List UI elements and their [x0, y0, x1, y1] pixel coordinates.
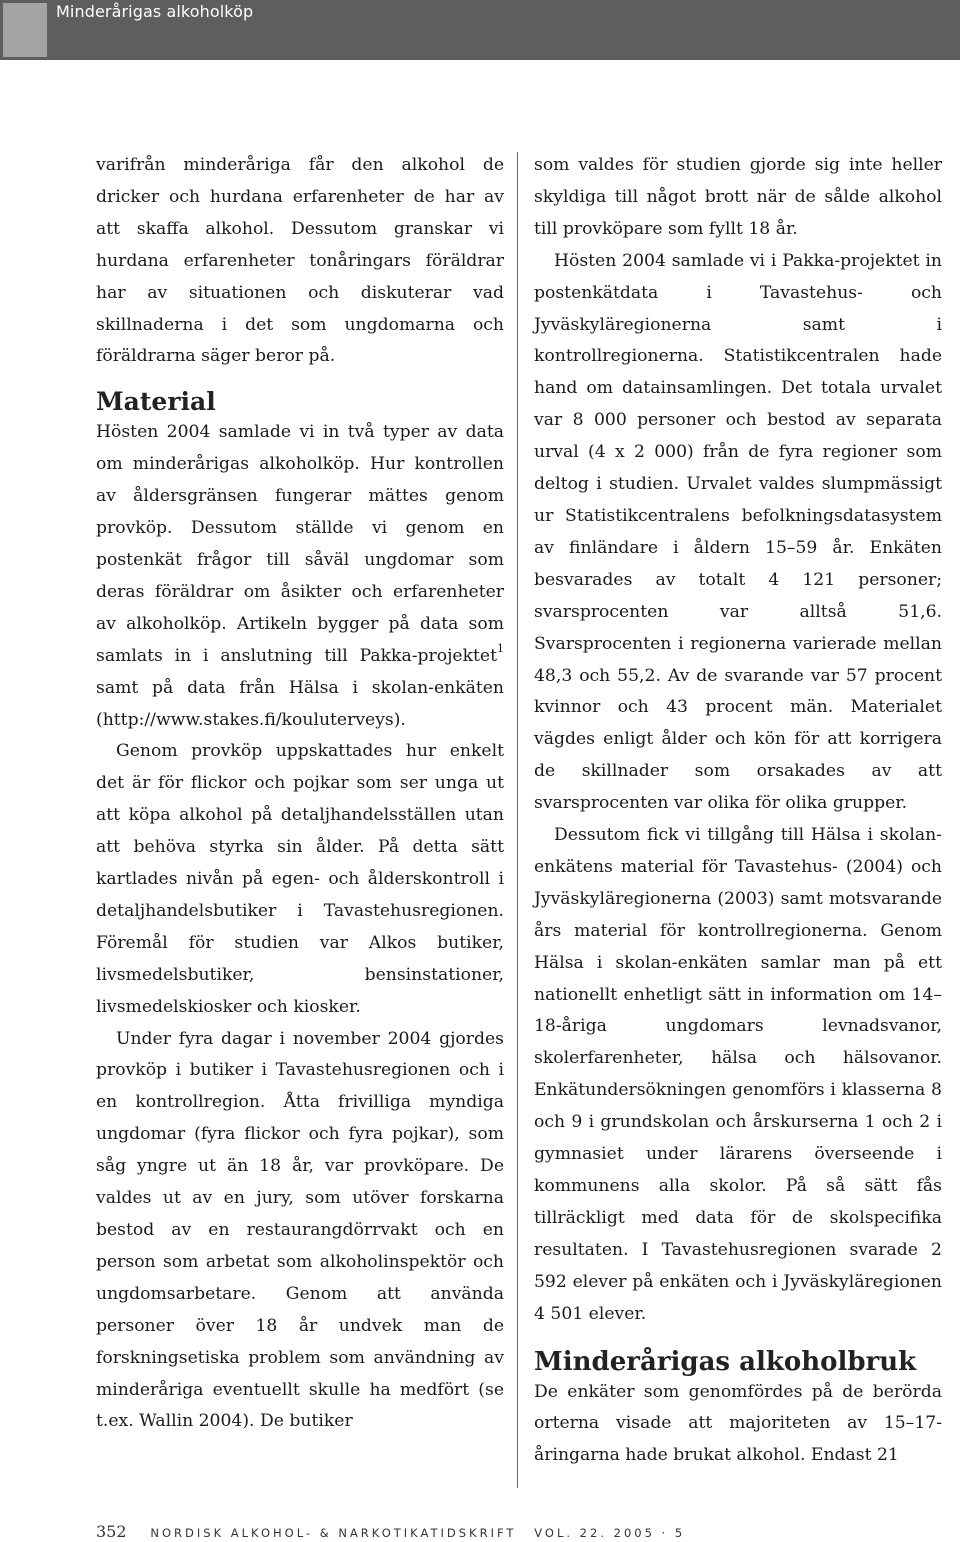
left-paragraph-2-text-b: samt på data från Hälsa i skolan-enkäten (http://www.stakes.fi/kouluterveys). [96, 677, 504, 730]
section-heading-alkoholbruk: Minderårigas alkoholbruk [534, 1346, 917, 1377]
right-paragraph-3: Dessutom fick vi tillgång till Hälsa i skolan-enkätens material för Tavastehus- (2004) och Jyväskyläregionerna (2003) samt motsvarande års material för kontrollregionerna. Genom Hälsa i skolan-enkäten samlar man på ett nationellt enhetligt sätt in information om 14–18-åriga ungdomars levnadsvanor, skolerfarenheter, hälsa och hälsovanor. Enkätundersökningen genomförs i klasserna 8 och 9 i grundskolan och årskurserna 1 och 2 i gymnasiet under lärarens överseende i kommunens alla skolor. På så sätt fås tillräckligt med data för de skolspecifika resultaten. I Tavastehusregionen svarade 2 592 elever på enkäten och i Jyväskyläregionen 4 501 elever. [534, 825, 942, 1324]
left-paragraph-4: Under fyra dagar i november 2004 gjordes provköp i butiker i Tavastehusregionen och i en kontrollregion. Åtta frivilliga myndiga ungdomar (fyra flickor och fyra pojkar), som såg yngre ut än 18 år, var provköpare. De valdes ut av en jury, som utöver forskarna bestod av en restaurangdörrvakt och en person som arbetat som alkoholinspektör och ungdomsarbetare. Genom att använda personer över 18 år undvek man de forskningsetiska problem som användning av minderåriga eventuellt skulle ha medfört (se t.ex. Wallin 2004). De butiker [96, 1028, 504, 1432]
page-number: 352 [96, 1522, 127, 1541]
right-column [534, 150, 942, 1472]
header-bar [0, 0, 960, 60]
footnote-marker: 1 [497, 641, 504, 655]
right-paragraph-2: Hösten 2004 samlade vi i Pakka-projektet in postenkätdata i Tavastehus- och Jyväskyläregionerna samt i kontrollregionerna. Statistikcentralen hade hand om datainsamlingen. Det totala urvalet var 8 000 personer och bestod av separata urval (4 x 2 000) från de fyra regioner som deltog i studien. Urvalet valdes slumpmässigt ur Statistikcentralens befolkningsdatasystem av finländare i åldern 15–59 år. Enkäten besvarades av totalt 4 121 personer; svarsprocenten var alltså 51,6. Svarsprocenten i regionerna varierade mellan 48,3 och 55,2. Av de svarande var 57 procent kvinnor och 43 procent män. Materialet vägdes enligt ålder och kön för att korrigera de skillnader som orsakades av att svarsprocenten var olika för olika grupper. [534, 250, 942, 814]
right-paragraph-1: som valdes för studien gjorde sig inte heller skyldiga till något brott när de sålde alkohol till provköpare som fyllt 18 år. [534, 155, 942, 239]
left-paragraph-2-text-a: Hösten 2004 samlade vi in två typer av data om minderårigas alkoholköp. Hur kontrollen av åldersgränsen fungerar mättes genom provköp. Dessutom ställde vi genom en postenkät frågor till såväl ungdomar som deras föräldrar om åsikter och erfarenheter av alkoholköp. Artikeln bygger på data som samlats in i anslutning till Pakka-projektet [96, 422, 504, 666]
header-square-decoration [3, 3, 47, 57]
column-divider [517, 152, 518, 1488]
left-paragraph-2 [96, 417, 504, 736]
journal-name: NORDISK ALKOHOL- & NARKOTIKATIDSKRIFT [150, 1526, 517, 1540]
section-heading-material: Material [96, 387, 216, 417]
journal-volume-text: VOL. 22. 2005 · 5 [534, 1526, 686, 1540]
left-paragraph-3: Genom provköp uppskattades hur enkelt det är för flickor och pojkar som ser unga ut att köpa alkohol på detaljhandelsställen utan att behöva styrka sin ålder. På detta sätt kartlades nivån på egen- och ålderskontroll i detaljhandelsbutiker i Tavastehusregionen. Föremål för studien var Alkos butiker, livsmedelsbutiker, bensinstationer, livsmedelskiosker och kiosker. [96, 741, 504, 1017]
running-header-title: Minderårigas alkoholköp [56, 2, 254, 21]
journal-volume [534, 1526, 685, 1540]
left-paragraph-1: varifrån minderåriga får den alkohol de dricker och hurdana erfarenheter de har av att skaffa alkohol. Dessutom granskar vi hurdana erfarenheter tonåringars föräldrar har av situationen och diskuterar vad skillnaderna i det som ungdomarna och föräldrarna säger beror på. [96, 155, 504, 367]
page-footer [96, 1522, 685, 1541]
right-paragraph-4: De enkäter som genomfördes på de berörda orterna visade att majoriteten av 15–17-åringarna hade brukat alkohol. Endast 21 [534, 1381, 942, 1466]
left-column [96, 150, 504, 1438]
